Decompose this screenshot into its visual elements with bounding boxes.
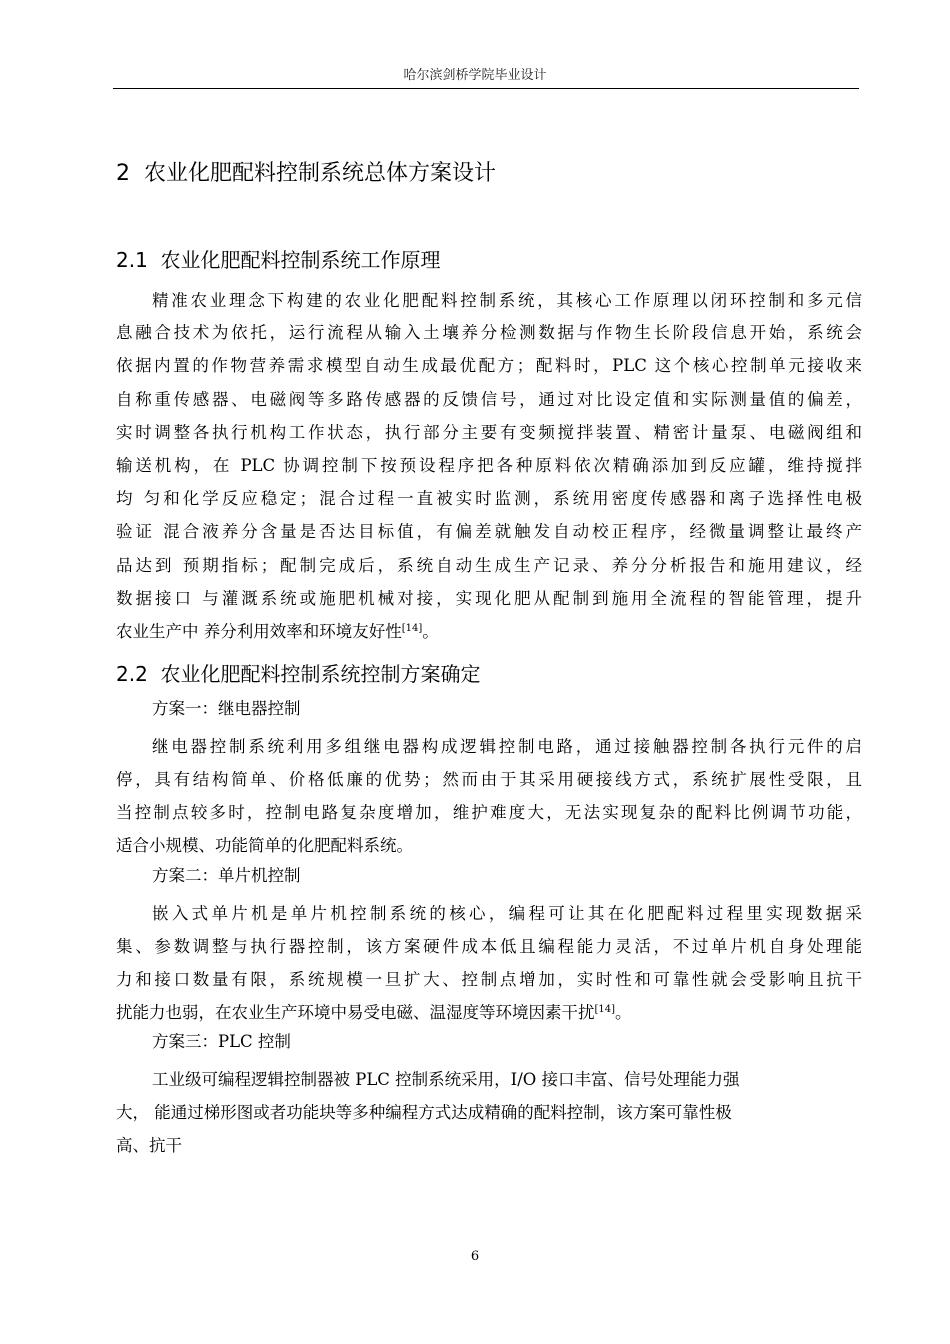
paragraph-line: 依据内置的作物营养需求模型自动生成最优配方；配料时，PLC 这个核心控制单元接收来 (116, 356, 862, 375)
scheme-3-label: 方案三：PLC 控制 (152, 1032, 291, 1051)
scheme-2-label: 方案二：单片机控制 (152, 866, 301, 885)
paragraph-end: 。 (615, 1003, 632, 1022)
page-header: 哈尔滨剑桥学院毕业设计 (403, 68, 547, 83)
paragraph-line: 自称重传感器、电磁阀等多路传感器的反馈信号，通过对比设定值和实际测量值的偏差， (116, 390, 862, 409)
paragraph-line: 精准农业理念下构建的农业化肥配料控制系统，其核心工作原理以闭环控制和多元信 (152, 291, 862, 310)
paragraph-line: 品达到 预期指标；配制完成后，系统自动生成生产记录、养分分析报告和施用建议，经 (116, 556, 862, 575)
paragraph-end: 。 (422, 622, 439, 641)
scheme-1-label: 方案一：继电器控制 (152, 699, 301, 718)
paragraph-last-line (116, 622, 862, 642)
paragraph-line: 实时调整各执行机构工作状态，执行部分主要有变频搅拌装置、精密计量泵、电磁阀组和 (116, 423, 862, 442)
citation-ref: [14] (401, 623, 423, 634)
paragraph-line: 继电器控制系统利用多组继电器构成逻辑控制电路，通过接触器控制各执行元件的启 (152, 737, 862, 756)
paragraph-text: 扰能力也弱，在农业生产环境中易受电磁、温湿度等环境因素干扰 (116, 1003, 595, 1022)
paragraph-line: 输送机构，在 PLC 协调控制下按预设程序把各种原料依次精确添加到反应罐，维持搅拌 (116, 456, 862, 475)
section-2-2-title: 2.2 农业化肥配料控制系统控制方案确定 (116, 662, 481, 686)
citation-ref: [14] (594, 1004, 616, 1015)
paragraph-line: 力和接口数量有限，系统规模一旦扩大、控制点增加，实时性和可靠性就会受影响且抗干 (116, 970, 862, 989)
paragraph-line: 集、参数调整与执行器控制，该方案硬件成本低且编程能力灵活，不过单片机自身处理能 (116, 937, 862, 956)
paragraph-line: 工业级可编程逻辑控制器被 PLC 控制系统采用，I/O 接口丰富、信号处理能力强 (152, 1070, 740, 1089)
paragraph-line: 当控制点较多时，控制电路复杂度增加，维护难度大，无法实现复杂的配料比例调节功能， (116, 803, 862, 822)
paragraph-line: 数据接口 与灌溉系统或施肥机械对接，实现化肥从配制到施用全流程的智能管理，提升 (116, 589, 862, 608)
section-2-1-title: 2.1 农业化肥配料控制系统工作原理 (116, 248, 441, 272)
paragraph-line: 适合小规模、功能简单的化肥配料系统。 (116, 836, 413, 855)
paragraph-last-line (116, 1003, 862, 1023)
page-number: 6 (470, 1249, 480, 1264)
paragraph-line: 嵌入式单片机是单片机控制系统的核心，编程可让其在化肥配料过程里实现数据采 (152, 904, 862, 923)
paragraph-line: 停，具有结构简单、价格低廉的优势；然而由于其采用硬接线方式，系统扩展性受限，且 (116, 770, 862, 789)
paragraph-line: 息融合技术为依托，运行流程从输入土壤养分检测数据与作物生长阶段信息开始，系统会 (116, 323, 862, 342)
header-divider (113, 88, 859, 89)
paragraph-line: 验证 混合液养分含量是否达目标值，有偏差就触发自动校正程序，经微量调整让最终产 (116, 522, 862, 541)
chapter-title: 2 农业化肥配料控制系统总体方案设计 (116, 161, 496, 186)
paragraph-line: 高、抗干 (116, 1136, 182, 1155)
paragraph-line: 大， 能通过梯形图或者功能块等多种编程方式达成精确的配料控制，该方案可靠性极 (116, 1103, 732, 1122)
paragraph-text: 农业生产中 养分利用效率和环境友好性 (116, 622, 402, 641)
paragraph-line: 均 匀和化学反应稳定；混合过程一直被实时监测，系统用密度传感器和离子选择性电极 (116, 489, 862, 508)
